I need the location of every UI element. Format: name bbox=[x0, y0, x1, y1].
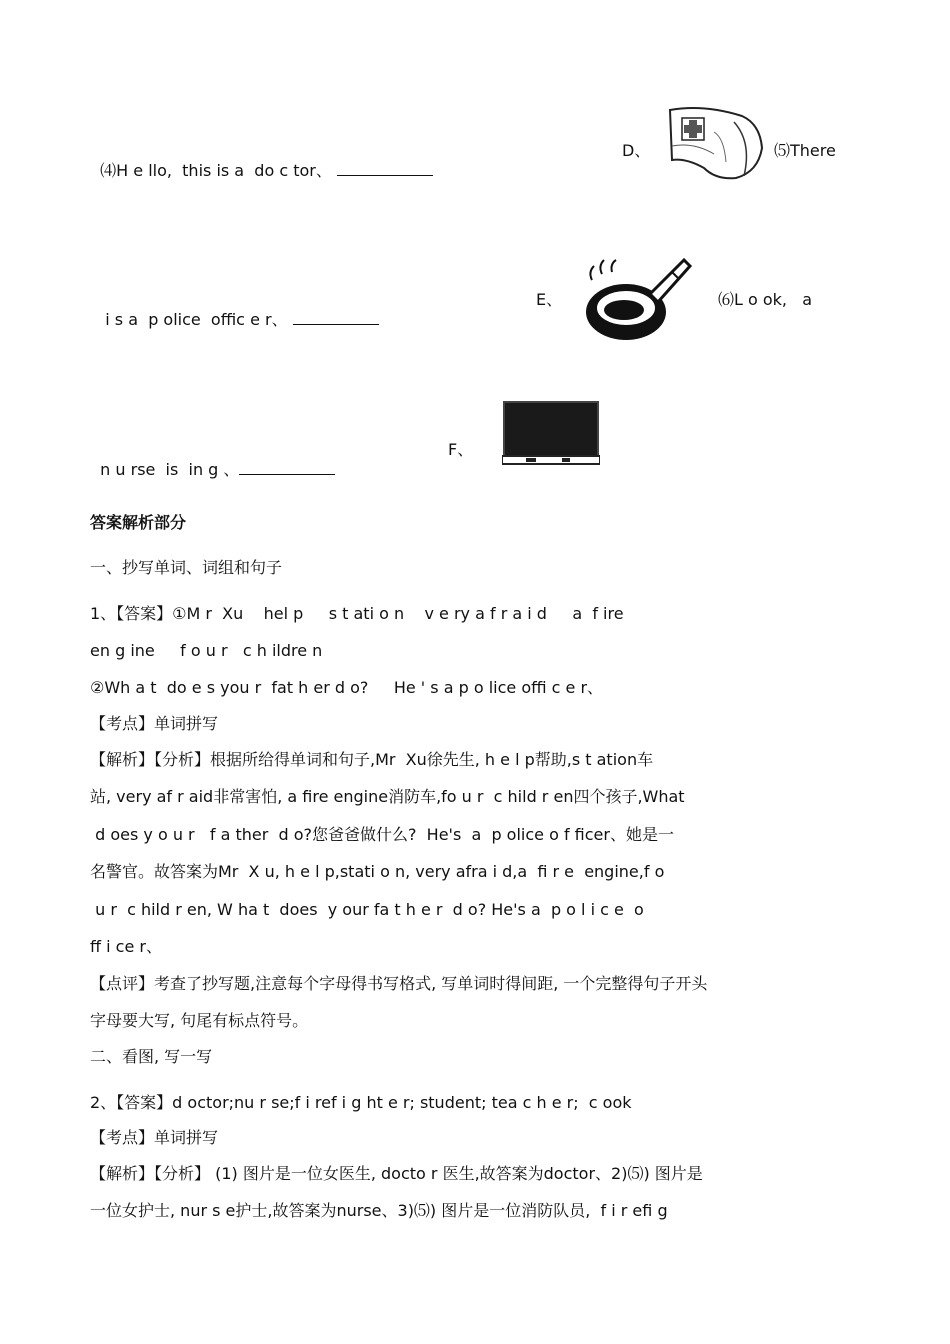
answer-1-line-3: ②Wh a t do e s you r fat h er d o? He ' s a p o lice offi c e r、 bbox=[90, 678, 604, 697]
answer-heading: 答案解析部分 bbox=[90, 513, 187, 532]
question-6-start: ⑹L o ok, a bbox=[718, 290, 813, 309]
section-1-title: 一、抄写单词、词组和句子 bbox=[90, 558, 283, 577]
option-d-letter: D、 bbox=[622, 141, 651, 160]
answer-1-line-1: 1、【答案】①M r Xu hel p s t ati o n v e ry a f r a i d a f ire bbox=[90, 604, 624, 623]
nurse-cap-icon bbox=[664, 102, 770, 190]
frying-pan-icon bbox=[584, 250, 694, 350]
answer-blank-4[interactable] bbox=[337, 161, 433, 176]
answer-1-jiexi-6: ff i ce r、 bbox=[90, 937, 162, 956]
question-6-text: n u rse is in g 、 bbox=[100, 460, 240, 479]
option-e-letter: E、 bbox=[536, 290, 563, 309]
answer-blank-6[interactable] bbox=[239, 460, 335, 475]
answer-1-jiexi-3: d oes y o u r f a ther d o?您爸爸做什么? He's a p olice o f ficer、她是一 bbox=[90, 825, 674, 844]
answer-1-jiexi-2: 站, very af r aid非常害怕, a fire engine消防车,fo u r c hild r en四个孩子,What bbox=[90, 787, 685, 806]
answer-1-dianping-2: 字母要大写, 句尾有标点符号。 bbox=[90, 1011, 309, 1030]
answer-2-jiexi-2: 一位女护士, nur s e护士,故答案为nurse、3)⑸) 图片是一位消防队员, f i r efi g bbox=[90, 1201, 668, 1220]
answer-2-jiexi-1: 【解析】【分析】 (1) 图片是一位女医生, docto r 医生,故答案为doctor、2)⑸) 图片是 bbox=[90, 1164, 703, 1183]
answer-1-kaodian: 【考点】单词拼写 bbox=[90, 714, 219, 733]
answer-1-line-2: en g ine f o u r c h ildre n bbox=[90, 641, 323, 660]
answer-2-line-1: 2、【答案】d octor;nu r se;f i ref i g ht e r; student; tea c h e r; c ook bbox=[90, 1093, 632, 1112]
answer-1-jiexi-1: 【解析】【分析】根据所给得单词和句子,Mr Xu徐先生, h e l p帮助,s t ation车 bbox=[90, 750, 654, 769]
blackboard-icon bbox=[502, 400, 600, 470]
option-f-letter: F、 bbox=[448, 440, 474, 459]
question-5-start: ⑸There bbox=[774, 141, 836, 160]
answer-blank-5[interactable] bbox=[293, 310, 379, 325]
answer-1-dianping-1: 【点评】考查了抄写题,注意每个字母得书写格式, 写单词时得间距, 一个完整得句子开头 bbox=[90, 974, 708, 993]
question-6 bbox=[90, 440, 335, 480]
question-5 bbox=[90, 290, 379, 330]
question-4 bbox=[90, 141, 433, 181]
question-4-text: ⑷H e llo, this is a do c tor、 bbox=[100, 161, 337, 180]
answer-2-kaodian: 【考点】单词拼写 bbox=[90, 1128, 219, 1147]
section-2-title: 二、看图, 写一写 bbox=[90, 1047, 213, 1066]
answer-1-jiexi-4: 名警官。故答案为Mr X u, h e l p,stati o n, very afra i d,a fi r e engine,f o bbox=[90, 862, 665, 881]
answer-1-jiexi-5: u r c hild r en, W ha t does y our fa t h e r d o? He's a p o l i c e o bbox=[90, 900, 644, 919]
question-5-text: i s a p olice offic e r、 bbox=[100, 310, 293, 329]
